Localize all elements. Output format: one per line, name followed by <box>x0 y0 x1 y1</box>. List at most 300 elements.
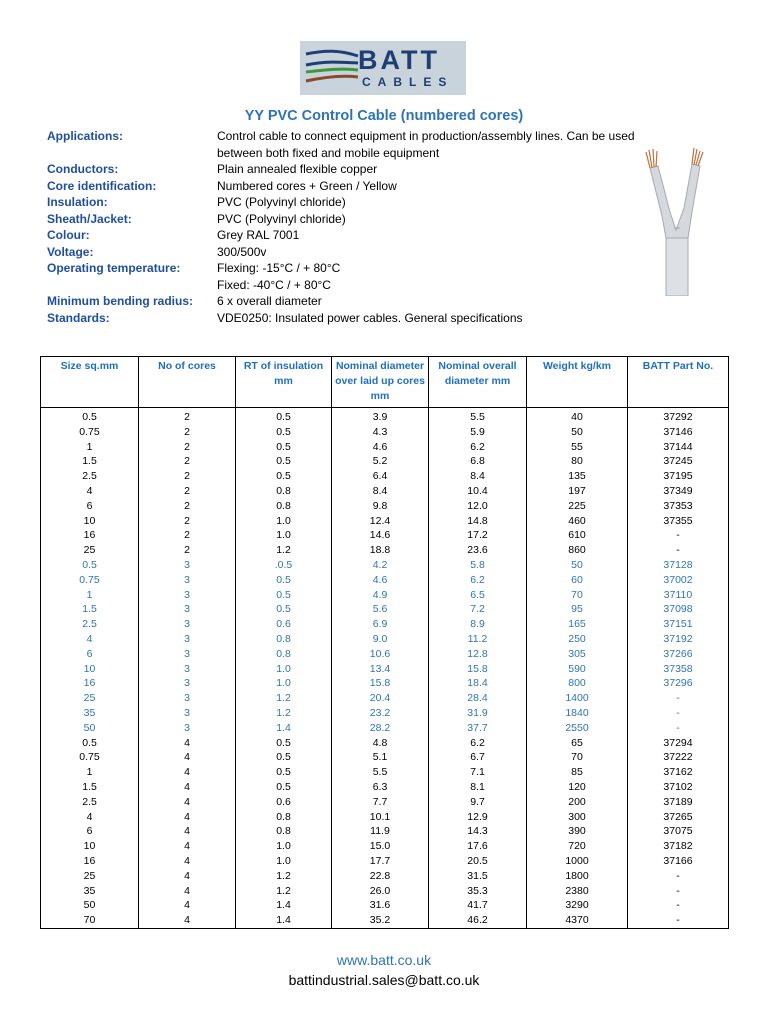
cell-part-no: 37151 <box>628 617 729 632</box>
spec-label: Sheath/Jacket: <box>47 211 132 226</box>
table-row <box>41 676 729 691</box>
cell-part-no: 37266 <box>628 647 729 662</box>
table-row <box>41 780 729 795</box>
cell-part-no: 37349 <box>628 484 729 499</box>
batt-cables-logo <box>300 41 466 95</box>
cell-overall-diameter: 7.2 <box>429 602 527 617</box>
table-row <box>41 499 729 514</box>
table-row <box>41 588 729 603</box>
cell-cores: 4 <box>139 913 236 928</box>
cell-diameter-laid-up: 11.9 <box>332 824 429 839</box>
spec-bending-radius <box>47 293 687 310</box>
cell-part-no: - <box>628 913 729 928</box>
spec-value: Grey RAL 7001 <box>217 228 300 242</box>
email-address[interactable]: battindustrial.sales@batt.co.uk <box>288 972 480 988</box>
cell-part-no: 37189 <box>628 795 729 810</box>
cell-size: 35 <box>41 706 139 721</box>
cell-part-no: - <box>628 898 729 913</box>
cell-weight: 800 <box>527 676 628 691</box>
cell-diameter-laid-up: 4.2 <box>332 558 429 573</box>
cell-size: 4 <box>41 632 139 647</box>
cell-diameter-laid-up: 13.4 <box>332 662 429 677</box>
cell-insulation: 0.5 <box>236 425 332 440</box>
cell-diameter-laid-up: 4.3 <box>332 425 429 440</box>
cell-insulation: 1.2 <box>236 543 332 558</box>
cell-cores: 4 <box>139 780 236 795</box>
table-row <box>41 765 729 780</box>
cell-diameter-laid-up: 26.0 <box>332 884 429 899</box>
cell-cores: 2 <box>139 514 236 529</box>
cell-insulation: 0.5 <box>236 780 332 795</box>
cell-diameter-laid-up: 5.1 <box>332 750 429 765</box>
cell-overall-diameter: 17.2 <box>429 528 527 543</box>
cell-insulation: 0.8 <box>236 499 332 514</box>
cell-size: 1.5 <box>41 454 139 469</box>
cell-overall-diameter: 18.4 <box>429 676 527 691</box>
cell-part-no: - <box>628 721 729 736</box>
cell-cores: 3 <box>139 691 236 706</box>
cell-overall-diameter: 31.9 <box>429 706 527 721</box>
cell-weight: 120 <box>527 780 628 795</box>
cell-insulation: 0.5 <box>236 454 332 469</box>
cell-weight: 305 <box>527 647 628 662</box>
cell-insulation: 1.0 <box>236 662 332 677</box>
cell-insulation: 1.0 <box>236 839 332 854</box>
cell-part-no: 37110 <box>628 588 729 603</box>
cell-part-no: 37102 <box>628 780 729 795</box>
cell-overall-diameter: 6.8 <box>429 454 527 469</box>
cell-size: 0.5 <box>41 736 139 751</box>
cell-weight: 860 <box>527 543 628 558</box>
cell-cores: 2 <box>139 528 236 543</box>
cell-weight: 1800 <box>527 869 628 884</box>
cell-weight: 225 <box>527 499 628 514</box>
cell-weight: 4370 <box>527 913 628 928</box>
cell-overall-diameter: 5.5 <box>429 408 527 425</box>
cell-overall-diameter: 14.8 <box>429 514 527 529</box>
cell-diameter-laid-up: 10.6 <box>332 647 429 662</box>
cell-part-no: 37128 <box>628 558 729 573</box>
cell-cores: 3 <box>139 706 236 721</box>
cell-cores: 3 <box>139 662 236 677</box>
cell-part-no: 37292 <box>628 408 729 425</box>
cell-overall-diameter: 6.7 <box>429 750 527 765</box>
cell-weight: 3290 <box>527 898 628 913</box>
cell-size: 6 <box>41 499 139 514</box>
cell-diameter-laid-up: 18.8 <box>332 543 429 558</box>
cell-insulation: 1.2 <box>236 691 332 706</box>
cell-weight: 60 <box>527 573 628 588</box>
cell-part-no: 37265 <box>628 810 729 825</box>
cell-diameter-laid-up: 10.1 <box>332 810 429 825</box>
cell-part-no: - <box>628 543 729 558</box>
cell-size: 4 <box>41 484 139 499</box>
cell-diameter-laid-up: 20.4 <box>332 691 429 706</box>
cell-diameter-laid-up: 31.6 <box>332 898 429 913</box>
cell-overall-diameter: 35.3 <box>429 884 527 899</box>
cell-part-no: 37146 <box>628 425 729 440</box>
cell-size: 70 <box>41 913 139 928</box>
cell-cores: 2 <box>139 425 236 440</box>
cell-weight: 95 <box>527 602 628 617</box>
cell-diameter-laid-up: 5.6 <box>332 602 429 617</box>
spec-colour <box>47 227 687 244</box>
cell-size: 4 <box>41 810 139 825</box>
cell-diameter-laid-up: 6.9 <box>332 617 429 632</box>
cell-size: 0.5 <box>41 408 139 425</box>
cell-diameter-laid-up: 4.9 <box>332 588 429 603</box>
cell-part-no: 37002 <box>628 573 729 588</box>
table-row <box>41 484 729 499</box>
cell-diameter-laid-up: 23.2 <box>332 706 429 721</box>
cell-diameter-laid-up: 6.4 <box>332 469 429 484</box>
cell-overall-diameter: 6.2 <box>429 573 527 588</box>
cell-insulation: 1.0 <box>236 514 332 529</box>
cell-part-no: - <box>628 691 729 706</box>
cell-weight: 135 <box>527 469 628 484</box>
spec-value: 300/500v <box>217 244 267 259</box>
cell-size: 50 <box>41 898 139 913</box>
cell-overall-diameter: 8.1 <box>429 780 527 795</box>
cell-overall-diameter: 9.7 <box>429 795 527 810</box>
spec-label: Colour: <box>47 228 90 242</box>
cell-insulation: 0.5 <box>236 588 332 603</box>
spec-label: Conductors: <box>47 162 119 176</box>
header-diameter-laid-up: Nominal diameter over laid up cores mm <box>332 357 429 408</box>
cell-overall-diameter: 31.5 <box>429 869 527 884</box>
cell-cores: 4 <box>139 898 236 913</box>
cell-insulation: 1.2 <box>236 869 332 884</box>
table-row <box>41 884 729 899</box>
cell-diameter-laid-up: 4.6 <box>332 440 429 455</box>
spec-value: 6 x overall diameter <box>217 294 322 308</box>
cell-overall-diameter: 28.4 <box>429 691 527 706</box>
cell-weight: 65 <box>527 736 628 751</box>
cell-overall-diameter: 8.9 <box>429 617 527 632</box>
spec-core-identification <box>47 178 687 195</box>
cell-diameter-laid-up: 15.0 <box>332 839 429 854</box>
cell-cores: 4 <box>139 839 236 854</box>
table-row <box>41 750 729 765</box>
cell-part-no: - <box>628 528 729 543</box>
table-row <box>41 617 729 632</box>
logo-word-batt: BATT <box>358 45 440 75</box>
cell-insulation: 0.5 <box>236 602 332 617</box>
cell-cores: 3 <box>139 573 236 588</box>
table-row <box>41 469 729 484</box>
table-row <box>41 898 729 913</box>
cell-part-no: 37075 <box>628 824 729 839</box>
table-row <box>41 558 729 573</box>
cell-size: 1 <box>41 440 139 455</box>
cell-part-no: 37294 <box>628 736 729 751</box>
cell-size: 10 <box>41 514 139 529</box>
spec-operating-temperature <box>47 260 687 277</box>
cell-cores: 3 <box>139 647 236 662</box>
cell-size: 0.75 <box>41 425 139 440</box>
cell-diameter-laid-up: 4.6 <box>332 573 429 588</box>
cell-weight: 85 <box>527 765 628 780</box>
cell-cores: 3 <box>139 676 236 691</box>
table-row <box>41 454 729 469</box>
cell-insulation: 0.5 <box>236 440 332 455</box>
table-row <box>41 440 729 455</box>
cell-insulation: 0.5 <box>236 765 332 780</box>
cell-insulation: 0.5 <box>236 408 332 425</box>
table-body <box>41 408 729 929</box>
table-row <box>41 408 729 425</box>
cell-part-no: - <box>628 706 729 721</box>
table-row <box>41 824 729 839</box>
cell-part-no: - <box>628 884 729 899</box>
header-cores: No of cores <box>139 357 236 408</box>
cell-size: 25 <box>41 543 139 558</box>
cell-insulation: .0.5 <box>236 558 332 573</box>
cell-cores: 2 <box>139 469 236 484</box>
cable-spec-table <box>40 356 729 929</box>
cell-weight: 200 <box>527 795 628 810</box>
cell-size: 6 <box>41 647 139 662</box>
cell-cores: 4 <box>139 884 236 899</box>
cell-cores: 3 <box>139 721 236 736</box>
spec-label: Voltage: <box>47 244 94 259</box>
table-row <box>41 839 729 854</box>
spec-voltage <box>47 244 687 261</box>
cell-weight: 1400 <box>527 691 628 706</box>
cell-size: 1.5 <box>41 780 139 795</box>
spec-value: PVC (Polyvinyl chloride) <box>217 211 346 226</box>
cell-overall-diameter: 12.8 <box>429 647 527 662</box>
table-row <box>41 706 729 721</box>
cell-weight: 460 <box>527 514 628 529</box>
cell-cores: 2 <box>139 499 236 514</box>
cell-cores: 4 <box>139 824 236 839</box>
table-row <box>41 869 729 884</box>
cell-weight: 50 <box>527 425 628 440</box>
cell-diameter-laid-up: 22.8 <box>332 869 429 884</box>
table-row <box>41 854 729 869</box>
spec-insulation <box>47 194 687 211</box>
cell-cores: 2 <box>139 408 236 425</box>
cell-part-no: 37245 <box>628 454 729 469</box>
table-header-row <box>41 357 729 408</box>
table-row <box>41 632 729 647</box>
spec-label: Minimum bending radius: <box>47 294 193 308</box>
cell-overall-diameter: 11.2 <box>429 632 527 647</box>
spec-operating-temperature-fixed <box>47 277 687 294</box>
cell-insulation: 0.8 <box>236 484 332 499</box>
table-row <box>41 425 729 440</box>
cell-part-no: - <box>628 869 729 884</box>
cell-overall-diameter: 7.1 <box>429 765 527 780</box>
logo-word-cables: CABLES <box>362 75 454 89</box>
cell-size: 10 <box>41 662 139 677</box>
cell-weight: 2380 <box>527 884 628 899</box>
cell-diameter-laid-up: 9.8 <box>332 499 429 514</box>
cell-size: 16 <box>41 676 139 691</box>
cell-size: 25 <box>41 869 139 884</box>
header-part-no: BATT Part No. <box>628 357 729 408</box>
cell-insulation: 0.5 <box>236 573 332 588</box>
cell-weight: 1840 <box>527 706 628 721</box>
cell-diameter-laid-up: 9.0 <box>332 632 429 647</box>
table-row <box>41 795 729 810</box>
cell-cores: 4 <box>139 765 236 780</box>
cell-cores: 4 <box>139 869 236 884</box>
cell-weight: 165 <box>527 617 628 632</box>
cell-diameter-laid-up: 12.4 <box>332 514 429 529</box>
cell-overall-diameter: 23.6 <box>429 543 527 558</box>
header-overall-diameter: Nominal overall diameter mm <box>429 357 527 408</box>
cell-overall-diameter: 10.4 <box>429 484 527 499</box>
table-row <box>41 573 729 588</box>
cell-size: 0.75 <box>41 573 139 588</box>
spec-conductors <box>47 161 687 178</box>
table-row <box>41 662 729 677</box>
cell-diameter-laid-up: 4.8 <box>332 736 429 751</box>
cell-weight: 197 <box>527 484 628 499</box>
cell-cores: 2 <box>139 484 236 499</box>
spec-label: Core identification: <box>47 178 157 193</box>
cell-size: 25 <box>41 691 139 706</box>
cell-part-no: 37296 <box>628 676 729 691</box>
cell-overall-diameter: 37.7 <box>429 721 527 736</box>
cell-weight: 300 <box>527 810 628 825</box>
cell-diameter-laid-up: 8.4 <box>332 484 429 499</box>
cell-size: 16 <box>41 528 139 543</box>
spec-standards <box>47 310 687 327</box>
cell-insulation: 1.4 <box>236 913 332 928</box>
cell-part-no: 37192 <box>628 632 729 647</box>
cell-overall-diameter: 6.2 <box>429 440 527 455</box>
cell-part-no: 37144 <box>628 440 729 455</box>
cell-diameter-laid-up: 5.5 <box>332 765 429 780</box>
cell-size: 16 <box>41 854 139 869</box>
spec-label <box>47 277 217 294</box>
cell-weight: 720 <box>527 839 628 854</box>
cell-size: 2.5 <box>41 795 139 810</box>
cell-size: 2.5 <box>41 469 139 484</box>
cell-diameter-laid-up: 17.7 <box>332 854 429 869</box>
table-row <box>41 528 729 543</box>
header-insulation: RT of insulation mm <box>236 357 332 408</box>
cell-weight: 80 <box>527 454 628 469</box>
cell-part-no: 37358 <box>628 662 729 677</box>
cell-part-no: 37162 <box>628 765 729 780</box>
cell-cores: 2 <box>139 543 236 558</box>
website-link[interactable]: www.batt.co.uk <box>336 952 432 968</box>
table-row <box>41 913 729 928</box>
cell-part-no: 37222 <box>628 750 729 765</box>
table-row <box>41 691 729 706</box>
cell-weight: 610 <box>527 528 628 543</box>
cell-insulation: 1.0 <box>236 676 332 691</box>
cell-cores: 3 <box>139 558 236 573</box>
cell-cores: 4 <box>139 750 236 765</box>
header-weight: Weight kg/km <box>527 357 628 408</box>
spec-value: PVC (Polyvinyl chloride) <box>217 195 346 209</box>
cell-insulation: 1.4 <box>236 721 332 736</box>
spec-value: Flexing: -15°C / + 80°C <box>217 261 341 275</box>
cell-overall-diameter: 41.7 <box>429 898 527 913</box>
table-row <box>41 736 729 751</box>
header-size: Size sq.mm <box>41 357 139 408</box>
cell-diameter-laid-up: 35.2 <box>332 913 429 928</box>
cell-diameter-laid-up: 14.6 <box>332 528 429 543</box>
cell-insulation: 1.2 <box>236 706 332 721</box>
cell-weight: 50 <box>527 558 628 573</box>
cell-size: 10 <box>41 839 139 854</box>
spec-value: Numbered cores + Green / Yellow <box>217 178 397 193</box>
cell-weight: 590 <box>527 662 628 677</box>
cell-insulation: 0.8 <box>236 810 332 825</box>
spec-list <box>47 128 687 326</box>
cell-part-no: 37355 <box>628 514 729 529</box>
cell-weight: 250 <box>527 632 628 647</box>
cell-weight: 1000 <box>527 854 628 869</box>
spec-label: Insulation: <box>47 195 108 209</box>
cell-size: 0.75 <box>41 750 139 765</box>
cell-part-no: 37166 <box>628 854 729 869</box>
cell-overall-diameter: 14.3 <box>429 824 527 839</box>
cell-cores: 4 <box>139 795 236 810</box>
cell-part-no: 37195 <box>628 469 729 484</box>
cell-size: 0.5 <box>41 558 139 573</box>
spec-sheath <box>47 211 687 228</box>
cell-insulation: 0.8 <box>236 632 332 647</box>
table-row <box>41 514 729 529</box>
cell-insulation: 1.2 <box>236 884 332 899</box>
cell-diameter-laid-up: 28.2 <box>332 721 429 736</box>
cell-weight: 40 <box>527 408 628 425</box>
page-title: YY PVC Control Cable (numbered cores) <box>244 108 524 124</box>
cell-diameter-laid-up: 15.8 <box>332 676 429 691</box>
cell-insulation: 0.8 <box>236 824 332 839</box>
cell-overall-diameter: 8.4 <box>429 469 527 484</box>
table-row <box>41 647 729 662</box>
cell-insulation: 1.0 <box>236 528 332 543</box>
cell-cores: 4 <box>139 810 236 825</box>
cell-size: 6 <box>41 824 139 839</box>
cell-size: 1.5 <box>41 602 139 617</box>
cell-size: 2.5 <box>41 617 139 632</box>
cell-overall-diameter: 20.5 <box>429 854 527 869</box>
spec-value: Plain annealed flexible copper <box>217 162 378 176</box>
cell-diameter-laid-up: 7.7 <box>332 795 429 810</box>
table-row <box>41 543 729 558</box>
cell-insulation: 0.5 <box>236 750 332 765</box>
cell-cores: 3 <box>139 602 236 617</box>
cell-insulation: 1.0 <box>236 854 332 869</box>
spec-label: Applications: <box>47 129 124 143</box>
cell-overall-diameter: 5.8 <box>429 558 527 573</box>
cell-weight: 70 <box>527 750 628 765</box>
spec-label: Standards: <box>47 310 110 325</box>
cable-photo <box>636 146 718 296</box>
spec-value: Control cable to connect equipment in production/assembly lines. Can be used between both fixed and mobile equipment <box>217 129 635 160</box>
cell-overall-diameter: 12.9 <box>429 810 527 825</box>
cell-weight: 390 <box>527 824 628 839</box>
table-row <box>41 602 729 617</box>
spec-label: Operating temperature: <box>47 261 181 275</box>
cell-insulation: 0.5 <box>236 469 332 484</box>
cell-diameter-laid-up: 5.2 <box>332 454 429 469</box>
cell-insulation: 0.6 <box>236 617 332 632</box>
cell-insulation: 0.5 <box>236 736 332 751</box>
cell-cores: 4 <box>139 736 236 751</box>
table-row <box>41 810 729 825</box>
cell-cores: 3 <box>139 617 236 632</box>
